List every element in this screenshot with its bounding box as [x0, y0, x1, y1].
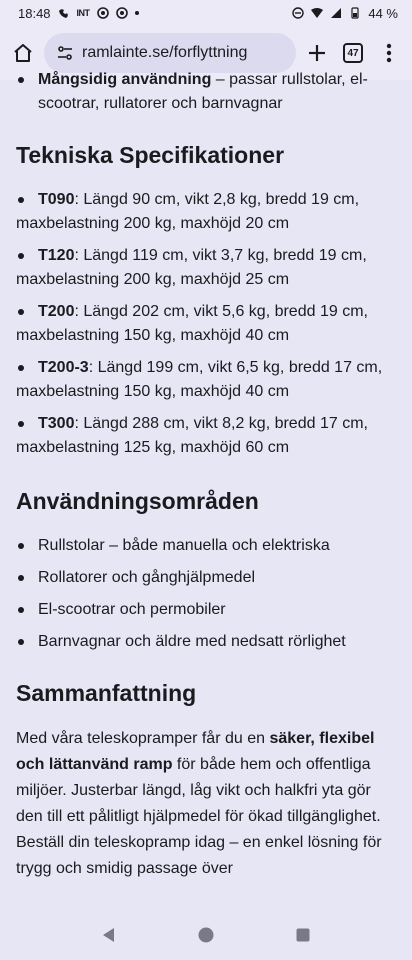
- intro-rest: – passar rullstolar, el-scootrar, rullatorer och barnvagnar: [38, 71, 368, 112]
- spec-model: T300: [38, 415, 75, 432]
- spec-model: T200-3: [38, 359, 89, 376]
- spec-item-t090: [16, 188, 396, 236]
- page-content-inner: [0, 68, 412, 882]
- new-tab-button[interactable]: [302, 38, 332, 68]
- battery-level: 44 %: [368, 5, 398, 21]
- spec-text: : Längd 202 cm, vikt 5,6 kg, bredd 19 cm, maxbelastning 150 kg, maxhöjd 40 cm: [16, 303, 368, 344]
- home-circle-icon[interactable]: [197, 926, 215, 944]
- wifi-icon: [311, 7, 323, 19]
- summary-part2: för både hem och offentliga miljöer. Justerbar längd, låg vikt och halkfri yta gör den till ett pålitligt hjälpmedel för ökad tillgänglighet. Beställ din teleskopramp idag – en enkel lösning för trygg och smidig passage över: [16, 756, 382, 877]
- use-item: Barnvagnar och äldre med nedsatt rörlighet: [16, 630, 396, 654]
- summary-heading: Sammanfattning: [16, 680, 197, 706]
- use-list: [16, 534, 396, 654]
- spec-heading: Tekniska Specifikationer: [16, 142, 285, 168]
- notification-dot: [135, 11, 139, 15]
- status-time: 18:48: [18, 5, 51, 21]
- use-item: El-scootrar och permobiler: [16, 598, 396, 622]
- status-right: [292, 6, 398, 21]
- status-small-label: INT: [76, 8, 90, 18]
- tab-switcher-icon: 47: [343, 43, 363, 63]
- spec-model: T090: [38, 191, 75, 208]
- use-item: Rollatorer och gånghjälpmedel: [16, 566, 396, 590]
- home-icon: [12, 42, 34, 64]
- spec-item-t120: [16, 244, 396, 292]
- intro-item: [16, 68, 396, 116]
- plus-icon: [306, 42, 328, 64]
- chrome-icon: [97, 7, 109, 19]
- status-left: [18, 6, 139, 21]
- spec-item-t200-3: [16, 356, 396, 404]
- chrome-icon-2: [116, 7, 128, 19]
- system-nav-bar: [0, 910, 412, 960]
- spec-text: : Längd 288 cm, vikt 8,2 kg, bredd 17 cm, maxbelastning 125 kg, maxhöjd 60 cm: [16, 415, 368, 456]
- use-heading: Användningsområden: [16, 488, 259, 514]
- recents-square-icon[interactable]: [294, 926, 312, 944]
- spec-text: : Längd 90 cm, vikt 2,8 kg, bredd 19 cm, maxbelastning 200 kg, maxhöjd 20 cm: [16, 191, 360, 232]
- more-vert-icon: [386, 42, 392, 64]
- spec-item-t200: [16, 300, 396, 348]
- spec-model: T120: [38, 247, 75, 264]
- spec-model: T200: [38, 303, 75, 320]
- url-bar[interactable]: [44, 33, 296, 73]
- page-content[interactable]: [0, 71, 412, 910]
- summary-bold: säker, flexibel och lättanvänd ramp: [16, 730, 375, 773]
- tune-icon[interactable]: [56, 44, 74, 62]
- signal-icon: [330, 7, 342, 19]
- back-triangle-icon[interactable]: [100, 926, 118, 944]
- status-bar: [0, 0, 412, 26]
- spec-text: : Längd 199 cm, vikt 6,5 kg, bredd 17 cm, maxbelastning 150 kg, maxhöjd 40 cm: [16, 359, 383, 400]
- summary-paragraph: [16, 726, 396, 882]
- intro-list: [16, 68, 396, 116]
- dnd-icon: [292, 7, 304, 19]
- menu-button[interactable]: [374, 38, 404, 68]
- use-item: Rullstolar – både manuella och elektriska: [16, 534, 396, 558]
- spec-text: : Längd 119 cm, vikt 3,7 kg, bredd 19 cm, maxbelastning 200 kg, maxhöjd 25 cm: [16, 247, 367, 288]
- summary-part1: Med våra teleskopramper får du en: [16, 730, 270, 747]
- home-button[interactable]: [8, 38, 38, 68]
- intro-bold: Mångsidig användning: [38, 71, 212, 88]
- tab-switcher-button[interactable]: [338, 38, 368, 68]
- spec-list: [16, 188, 396, 460]
- battery-icon: [349, 7, 361, 19]
- url-text[interactable]: ramlainte.se/forflyttning: [82, 44, 248, 61]
- spec-item-t300: [16, 412, 396, 460]
- call-icon: [58, 7, 70, 19]
